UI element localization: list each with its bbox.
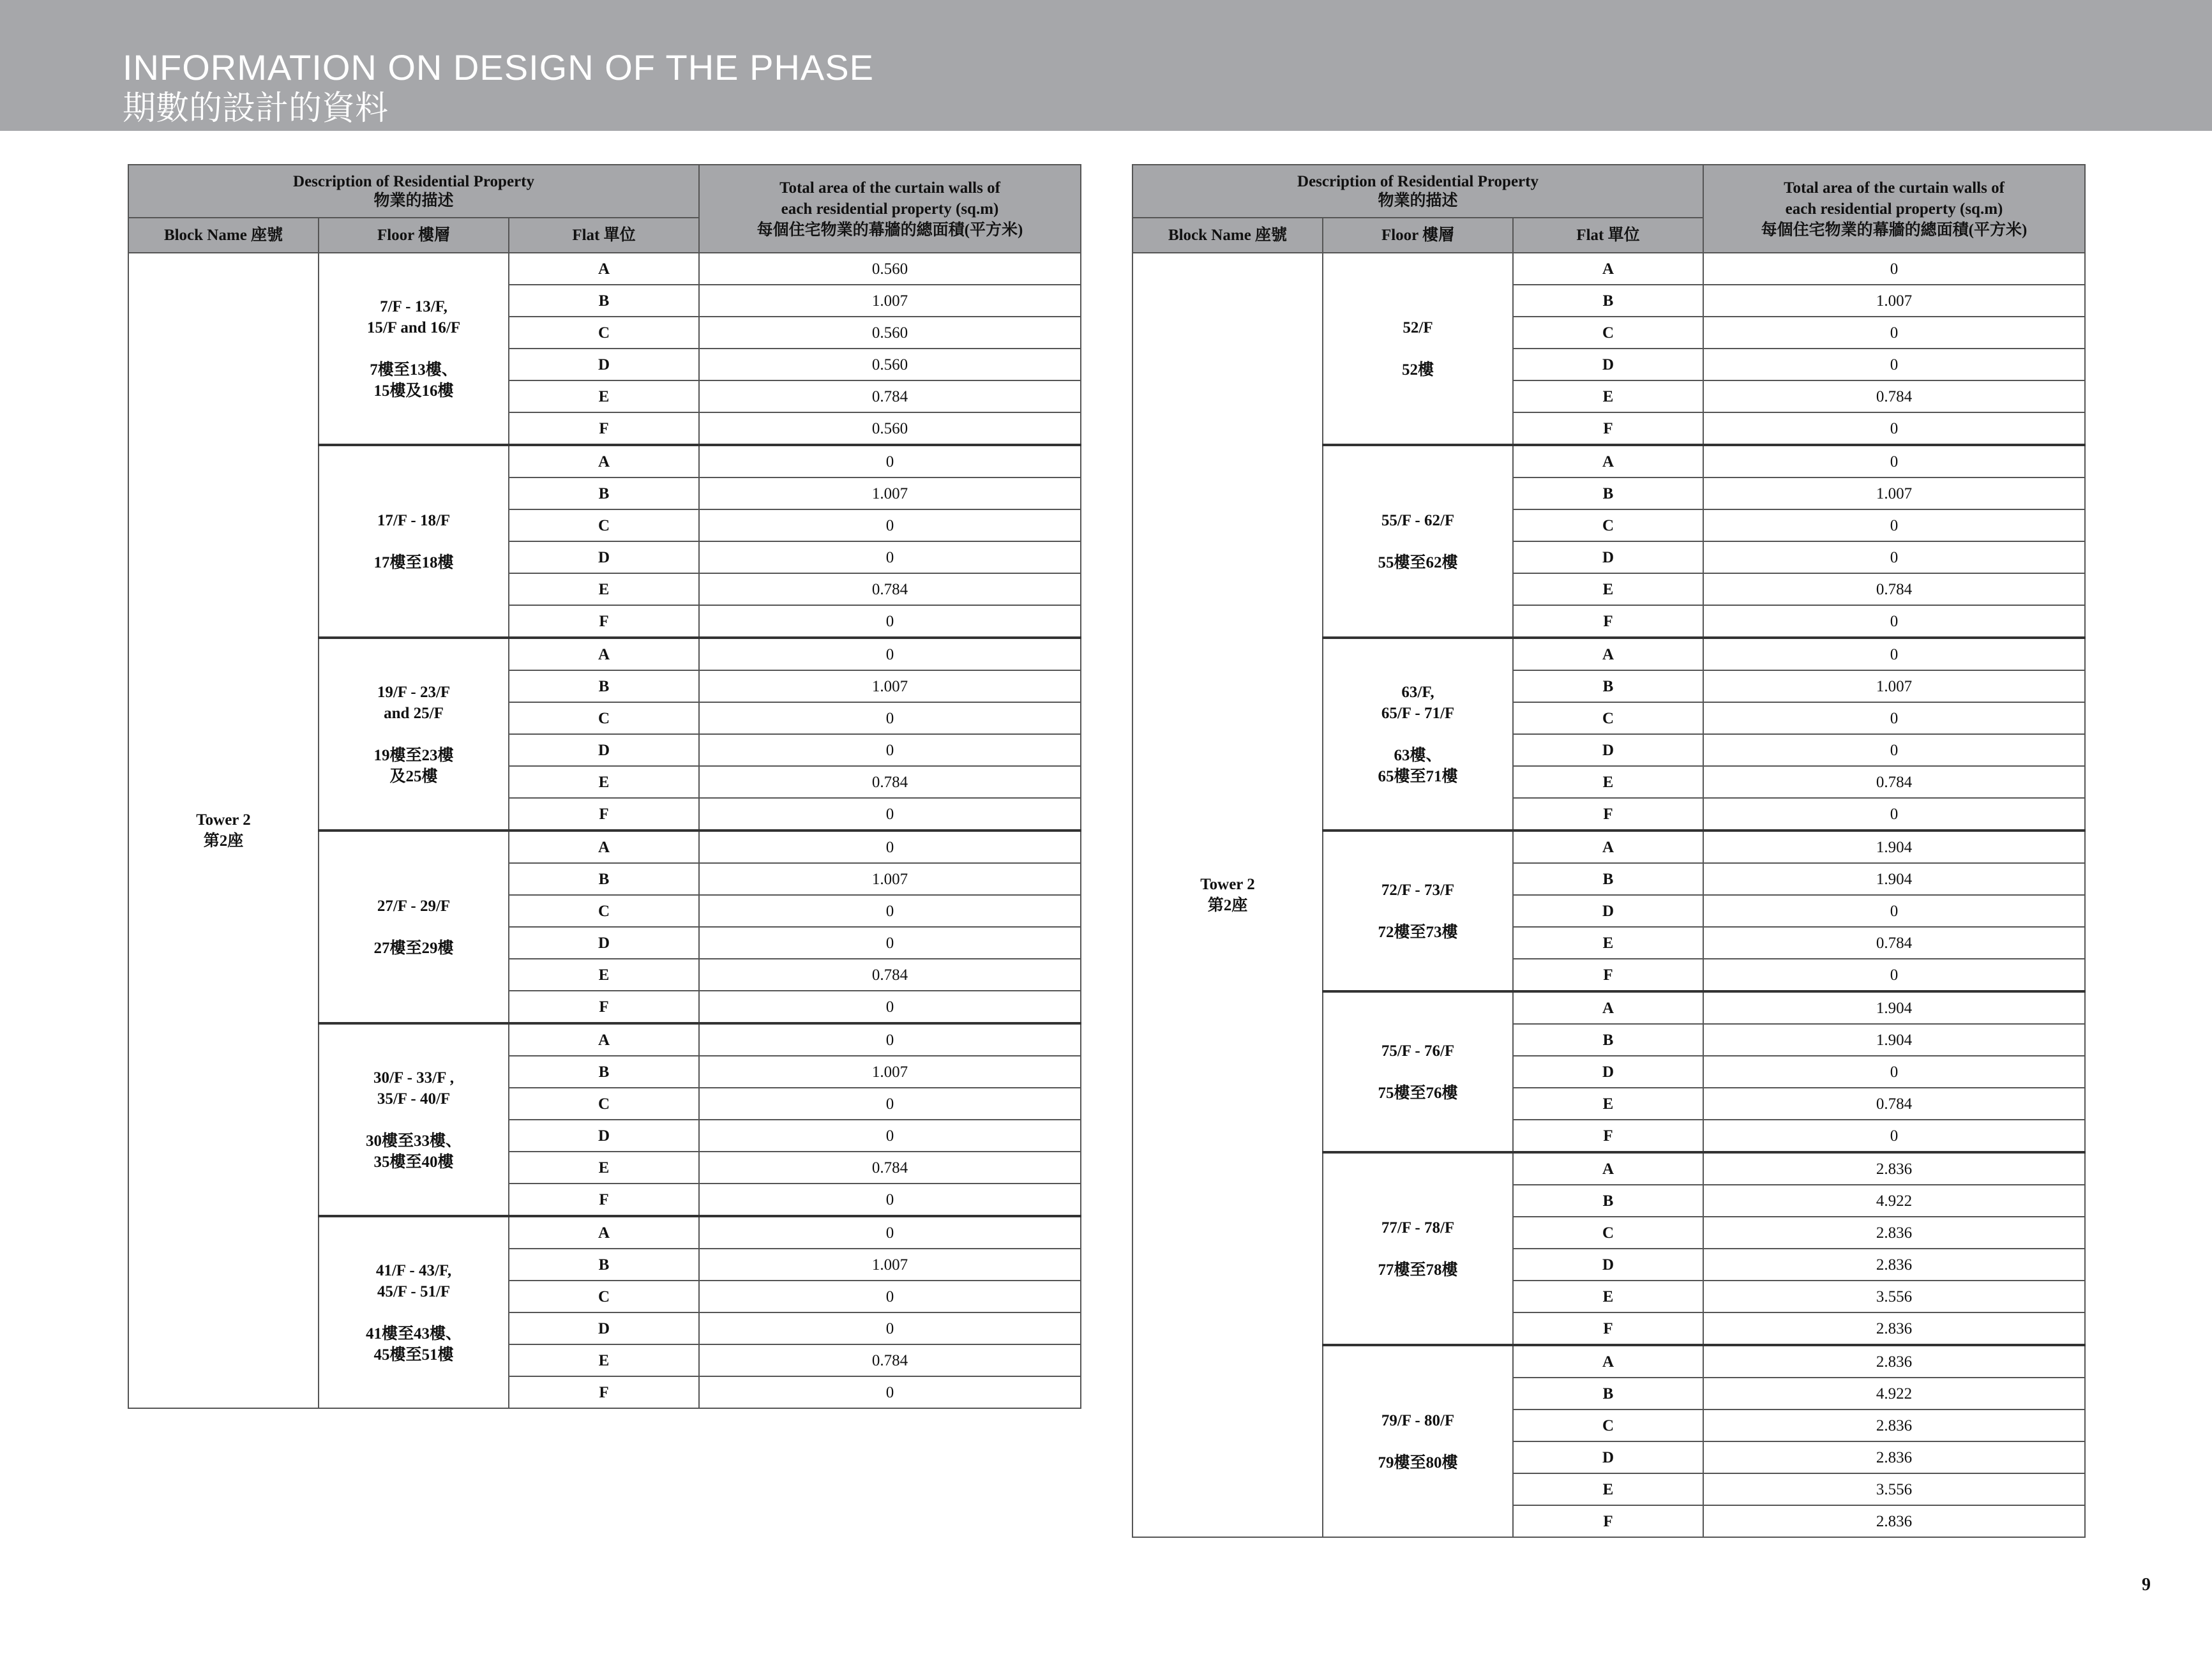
flat-cell: B	[1513, 1378, 1703, 1410]
curtain-wall-area-cell: 2.836	[1703, 1505, 2085, 1537]
flat-cell: A	[509, 1023, 699, 1056]
flat-cell: D	[1513, 734, 1703, 766]
curtain-wall-area-cell: 1.904	[1703, 863, 2085, 895]
flat-cell: A	[509, 445, 699, 477]
page-header	[0, 0, 2212, 131]
curtain-wall-area-cell: 1.904	[1703, 991, 2085, 1024]
curtain-wall-area-cell: 2.836	[1703, 1441, 2085, 1473]
curtain-wall-area-cell: 0.784	[699, 766, 1081, 798]
flat-cell: C	[509, 702, 699, 734]
flat-cell: E	[509, 380, 699, 412]
flat-cell: F	[1513, 1312, 1703, 1345]
flat-cell: F	[1513, 412, 1703, 445]
flat-cell: F	[1513, 959, 1703, 991]
flat-header: Flat 單位	[509, 218, 699, 253]
flat-cell: D	[1513, 349, 1703, 380]
floor-cell: 55/F - 62/F 55樓至62樓	[1323, 445, 1513, 638]
floor-cell: 72/F - 73/F 72樓至73樓	[1323, 831, 1513, 991]
flat-cell: B	[509, 477, 699, 509]
flat-cell: F	[509, 991, 699, 1023]
curtain-wall-area-cell: 2.836	[1703, 1410, 2085, 1441]
curtain-wall-area-cell: 1.007	[1703, 670, 2085, 702]
flat-cell: B	[1513, 1185, 1703, 1217]
curtain-wall-area-cell: 0.560	[699, 412, 1081, 445]
curtain-wall-area-cell: 1.007	[1703, 285, 2085, 317]
curtain-wall-area-cell: 0	[699, 798, 1081, 831]
curtain-wall-area-cell: 4.922	[1703, 1378, 2085, 1410]
flat-cell: A	[509, 253, 699, 285]
flat-cell: E	[509, 959, 699, 991]
curtain-wall-area-cell: 0	[1703, 895, 2085, 927]
page-title: INFORMATION ON DESIGN OF THE PHASE	[123, 47, 874, 87]
curtain-wall-area-cell: 3.556	[1703, 1473, 2085, 1505]
curtain-wall-area-cell: 2.836	[1703, 1345, 2085, 1378]
curtain-wall-area-cell: 0	[699, 509, 1081, 541]
curtain-wall-area-cell: 2.836	[1703, 1217, 2085, 1249]
flat-cell: F	[1513, 1505, 1703, 1537]
curtain-wall-area-cell: 0	[1703, 638, 2085, 670]
block-name-header: Block Name 座號	[128, 218, 319, 253]
curtain-wall-area-cell: 0	[699, 445, 1081, 477]
flat-cell: E	[1513, 1088, 1703, 1120]
flat-cell: C	[1513, 1217, 1703, 1249]
table-row	[1132, 253, 2085, 285]
curtain-wall-area-cell: 0	[1703, 445, 2085, 477]
page-title-chinese: 期數的設計的資料	[123, 89, 389, 128]
flat-cell: A	[1513, 638, 1703, 670]
curtain-wall-area-cell: 0	[699, 638, 1081, 670]
curtain-wall-area-cell: 0	[1703, 317, 2085, 349]
curtain-wall-table-right	[1132, 164, 2086, 1538]
flat-cell: A	[509, 831, 699, 863]
curtain-wall-area-cell: 0	[699, 927, 1081, 959]
curtain-wall-area-cell: 0	[699, 1216, 1081, 1249]
flat-cell: E	[509, 766, 699, 798]
flat-cell: D	[509, 1312, 699, 1344]
flat-cell: A	[509, 638, 699, 670]
floor-cell: 17/F - 18/F 17樓至18樓	[319, 445, 509, 638]
curtain-wall-area-cell: 0	[699, 702, 1081, 734]
curtain-wall-area-cell: 0	[1703, 605, 2085, 638]
flat-cell: E	[1513, 927, 1703, 959]
curtain-wall-area-cell: 2.836	[1703, 1249, 2085, 1281]
curtain-wall-area-cell: 1.007	[699, 863, 1081, 895]
flat-cell: E	[1513, 1281, 1703, 1312]
curtain-wall-area-cell: 0	[699, 991, 1081, 1023]
curtain-wall-area-cell: 0	[699, 1120, 1081, 1152]
curtain-wall-area-cell: 1.904	[1703, 831, 2085, 863]
flat-cell: D	[509, 349, 699, 380]
curtain-wall-area-cell: 1.007	[699, 477, 1081, 509]
flat-cell: B	[1513, 670, 1703, 702]
curtain-wall-area-cell: 0.560	[699, 349, 1081, 380]
floor-cell: 75/F - 76/F 75樓至76樓	[1323, 991, 1513, 1152]
curtain-wall-area-cell: 1.007	[699, 1056, 1081, 1088]
table-body	[128, 253, 1081, 1408]
curtain-wall-area-cell: 1.007	[699, 670, 1081, 702]
curtain-wall-area-cell: 0	[1703, 734, 2085, 766]
curtain-wall-area-cell: 0.784	[1703, 927, 2085, 959]
curtain-wall-area-cell: 0	[699, 895, 1081, 927]
curtain-wall-area-cell: 1.007	[1703, 477, 2085, 509]
curtain-wall-area-cell: 0	[699, 734, 1081, 766]
flat-cell: D	[1513, 1249, 1703, 1281]
flat-cell: B	[509, 863, 699, 895]
curtain-wall-area-cell: 0	[699, 1088, 1081, 1120]
floor-cell: 27/F - 29/F 27樓至29樓	[319, 831, 509, 1023]
block-name-header: Block Name 座號	[1132, 218, 1323, 253]
flat-cell: F	[509, 412, 699, 445]
flat-cell: A	[1513, 253, 1703, 285]
flat-cell: F	[1513, 798, 1703, 831]
curtain-wall-area-cell: 0	[1703, 509, 2085, 541]
flat-cell: E	[509, 1344, 699, 1376]
flat-cell: C	[1513, 317, 1703, 349]
curtain-wall-area-cell: 0	[699, 541, 1081, 573]
flat-cell: B	[509, 285, 699, 317]
curtain-wall-area-cell: 0.560	[699, 317, 1081, 349]
curtain-wall-area-cell: 0	[699, 1023, 1081, 1056]
curtain-wall-area-cell: 2.836	[1703, 1312, 2085, 1345]
floor-cell: 63/F, 65/F - 71/F 63樓、 65樓至71樓	[1323, 638, 1513, 831]
curtain-wall-area-cell: 0	[699, 831, 1081, 863]
curtain-wall-area-cell: 0.784	[1703, 1088, 2085, 1120]
curtain-wall-area-cell: 0	[1703, 349, 2085, 380]
flat-cell: D	[1513, 1056, 1703, 1088]
flat-cell: D	[1513, 541, 1703, 573]
flat-cell: E	[1513, 573, 1703, 605]
flat-cell: D	[1513, 895, 1703, 927]
flat-cell: A	[1513, 1152, 1703, 1185]
flat-cell: C	[1513, 1410, 1703, 1441]
curtain-wall-area-cell: 2.836	[1703, 1152, 2085, 1185]
flat-cell: B	[1513, 477, 1703, 509]
flat-cell: E	[1513, 1473, 1703, 1505]
flat-cell: A	[1513, 831, 1703, 863]
flat-cell: F	[509, 1376, 699, 1408]
floor-cell: 52/F 52樓	[1323, 253, 1513, 445]
curtain-wall-area-cell: 0.784	[1703, 766, 2085, 798]
flat-cell: E	[1513, 766, 1703, 798]
curtain-wall-area-cell: 0	[1703, 959, 2085, 991]
flat-cell: D	[1513, 1441, 1703, 1473]
curtain-wall-area-cell: 0.784	[699, 1344, 1081, 1376]
flat-cell: B	[1513, 285, 1703, 317]
curtain-wall-area-cell: 0	[1703, 412, 2085, 445]
flat-cell: D	[509, 927, 699, 959]
flat-cell: F	[509, 605, 699, 638]
flat-cell: A	[1513, 445, 1703, 477]
curtain-wall-area-cell: 0.784	[1703, 573, 2085, 605]
floor-header: Floor 樓層	[1323, 218, 1513, 253]
flat-cell: B	[509, 1056, 699, 1088]
curtain-wall-area-cell: 4.922	[1703, 1185, 2085, 1217]
flat-header: Flat 單位	[1513, 218, 1703, 253]
flat-cell: C	[509, 509, 699, 541]
curtain-wall-area-cell: 0	[699, 1281, 1081, 1312]
table-row	[128, 253, 1081, 285]
floor-cell: 19/F - 23/F and 25/F 19樓至23樓 及25樓	[319, 638, 509, 831]
flat-cell: A	[1513, 991, 1703, 1024]
flat-cell: B	[1513, 1024, 1703, 1056]
flat-cell: F	[509, 1184, 699, 1216]
flat-cell: C	[509, 1281, 699, 1312]
flat-cell: E	[1513, 380, 1703, 412]
flat-cell: F	[1513, 1120, 1703, 1152]
curtain-wall-area-cell: 0	[1703, 253, 2085, 285]
floor-cell: 41/F - 43/F, 45/F - 51/F 41樓至43樓、 45樓至51樓	[319, 1216, 509, 1408]
table-body	[1132, 253, 2085, 1537]
flat-cell: C	[1513, 702, 1703, 734]
flat-cell: D	[509, 541, 699, 573]
curtain-wall-area-cell: 0.784	[699, 380, 1081, 412]
page-number: 9	[2142, 1575, 2151, 1595]
curtain-wall-area-cell: 0.784	[699, 1152, 1081, 1184]
floor-cell: 7/F - 13/F, 15/F and 16/F 7樓至13樓、 15樓及16樓	[319, 253, 509, 445]
curtain-wall-area-cell: 0	[1703, 1120, 2085, 1152]
description-header: Description of Residential Property 物業的描述	[128, 165, 699, 218]
floor-cell: 77/F - 78/F 77樓至78樓	[1323, 1152, 1513, 1345]
floor-cell: 30/F - 33/F , 35/F - 40/F 30樓至33樓、 35樓至40樓	[319, 1023, 509, 1216]
block-name-cell: Tower 2 第2座	[1132, 253, 1323, 1537]
flat-cell: B	[1513, 863, 1703, 895]
curtain-wall-area-cell: 0	[699, 1312, 1081, 1344]
curtain-wall-area-cell: 0.784	[699, 573, 1081, 605]
flat-cell: C	[509, 895, 699, 927]
flat-cell: F	[1513, 605, 1703, 638]
flat-cell: A	[1513, 1345, 1703, 1378]
flat-cell: B	[509, 670, 699, 702]
curtain-wall-table-left	[128, 164, 1081, 1409]
curtain-wall-area-cell: 0	[699, 1184, 1081, 1216]
flat-cell: B	[509, 1249, 699, 1281]
curtain-wall-area-cell: 0.784	[699, 959, 1081, 991]
flat-cell: A	[509, 1216, 699, 1249]
flat-cell: D	[509, 1120, 699, 1152]
curtain-wall-area-cell: 1.007	[699, 1249, 1081, 1281]
flat-cell: D	[509, 734, 699, 766]
curtain-wall-area-cell: 0.560	[699, 253, 1081, 285]
curtain-wall-area-cell: 1.904	[1703, 1024, 2085, 1056]
flat-cell: C	[1513, 509, 1703, 541]
description-header: Description of Residential Property 物業的描述	[1132, 165, 1703, 218]
curtain-wall-area-cell: 0	[699, 1376, 1081, 1408]
flat-cell: C	[509, 1088, 699, 1120]
block-name-cell: Tower 2 第2座	[128, 253, 319, 1408]
curtain-wall-area-cell: 0	[699, 605, 1081, 638]
floor-header: Floor 樓層	[319, 218, 509, 253]
flat-cell: E	[509, 573, 699, 605]
flat-cell: E	[509, 1152, 699, 1184]
flat-cell: F	[509, 798, 699, 831]
curtain-wall-area-cell: 0	[1703, 798, 2085, 831]
curtain-wall-area-cell: 0	[1703, 702, 2085, 734]
flat-cell: C	[509, 317, 699, 349]
curtain-wall-area-cell: 1.007	[699, 285, 1081, 317]
curtain-wall-area-cell: 0	[1703, 541, 2085, 573]
curtain-wall-area-cell: 0	[1703, 1056, 2085, 1088]
total-area-header: Total area of the curtain walls of each residential property (sq.m) 每個住宅物業的幕牆的總面積(平方米)	[699, 165, 1081, 253]
curtain-wall-area-cell: 3.556	[1703, 1281, 2085, 1312]
total-area-header: Total area of the curtain walls of each residential property (sq.m) 每個住宅物業的幕牆的總面積(平方米)	[1703, 165, 2085, 253]
floor-cell: 79/F - 80/F 79樓至80樓	[1323, 1345, 1513, 1537]
curtain-wall-area-cell: 0.784	[1703, 380, 2085, 412]
